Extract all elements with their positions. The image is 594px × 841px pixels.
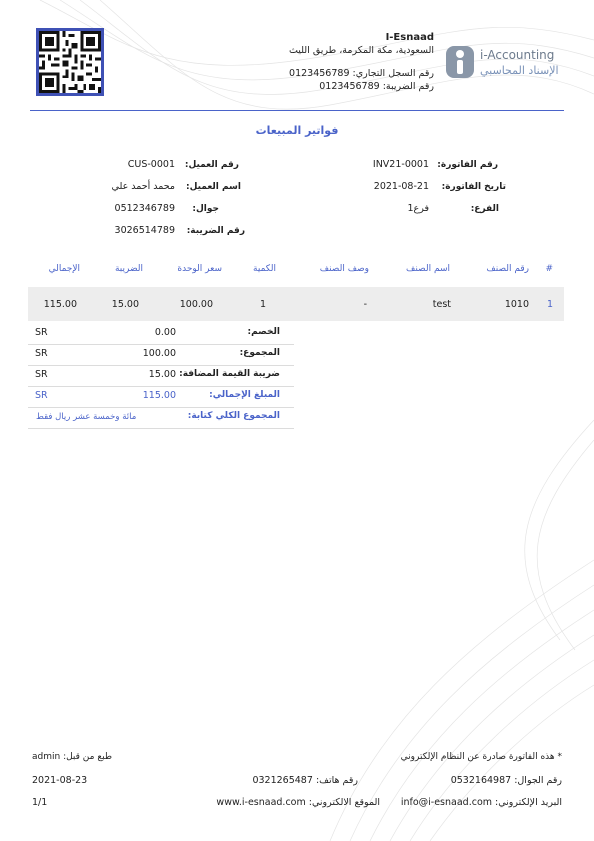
customer-tax-label: رقم الضريبة: [186, 226, 245, 236]
footer-website [216, 797, 380, 808]
invoice-date-label: تاريخ الفاتورة: [441, 182, 506, 192]
col-header-tax: الضريبة [114, 264, 143, 274]
company-info [289, 31, 434, 93]
col-header-item-number: رقم الصنف [486, 264, 529, 274]
subtotal-value: 100.00 [142, 348, 176, 359]
row-total: 115.00 [43, 299, 77, 310]
print-date: 2021-08-23 [32, 775, 88, 786]
table-row [28, 287, 564, 321]
page-number: 1/1 [32, 797, 48, 808]
company-logo [446, 44, 566, 84]
summary-subtotal-row [28, 344, 294, 366]
logo-text-ar: الإسناد المحاسبي [480, 64, 559, 77]
discount-label: الخصم: [247, 327, 280, 337]
footer-mobile-label: رقم الجوال: [514, 775, 562, 786]
footer-mobile [451, 775, 562, 786]
footer-website-value[interactable]: www.i-esnaad.com [216, 797, 306, 808]
grand-total-label: المبلغ الإجمالي: [209, 390, 280, 400]
footer-note: * هذه الفاتورة صادرة عن النظام الإلكتروني [400, 752, 562, 762]
footer-phone [252, 775, 358, 786]
grand-total-value: 115.00 [142, 390, 176, 401]
discount-currency: SR [35, 327, 48, 338]
logo-icon [446, 46, 474, 78]
discount-value: 0.00 [154, 327, 176, 338]
customer-mobile: 0512346789 [114, 203, 175, 214]
commercial-register: رقم السجل التجاري: 0123456789 [289, 68, 434, 79]
summary-discount-row [28, 323, 294, 345]
col-header-item-desc: وصف الصنف [319, 264, 369, 274]
branch-value: فرع1 [407, 203, 429, 214]
summary-in-words-row [28, 407, 294, 429]
col-header-index: # [545, 264, 553, 274]
customer-number: CUS-0001 [127, 159, 175, 170]
qr-code [36, 28, 104, 96]
col-header-unit-price: سعر الوحدة [177, 264, 222, 274]
subtotal-label: المجموع: [239, 348, 280, 358]
row-item-desc: - [363, 299, 367, 310]
footer-email-value[interactable]: info@i-esnaad.com [400, 797, 493, 808]
in-words-value: مائة وخمسة عشر ريال فقط [36, 412, 137, 422]
vat-currency: SR [35, 369, 48, 380]
customer-name-label: اسم العميل: [185, 182, 241, 192]
footer-email-label: البريد الإلكتروني: [495, 797, 562, 808]
footer-email [401, 797, 562, 808]
grand-total-currency: SR [35, 390, 48, 401]
summary-grand-total-row [28, 386, 294, 408]
row-item-name: test [432, 299, 451, 310]
printed-by-label: طبع من قبل: [63, 752, 113, 762]
branch-label: الفرع: [470, 204, 499, 214]
page-title: فواتير المبيعات [255, 124, 339, 137]
row-tax: 15.00 [111, 299, 139, 310]
vat-label: ضريبة القيمة المضافة: [179, 369, 280, 379]
row-item-number: 1010 [504, 299, 529, 310]
summary-vat-row [28, 365, 294, 387]
row-unit-price: 100.00 [179, 299, 213, 310]
footer-phone-label: رقم هاتف: [315, 775, 358, 786]
row-qty: 1 [259, 299, 266, 310]
printed-by-value: admin [32, 752, 61, 762]
company-address: السعودية، مكة المكرمة، طريق الليث [288, 45, 434, 56]
col-header-qty: الكمية [253, 264, 276, 274]
invoice-date: 2021-08-21 [373, 181, 429, 192]
company-tax-number: رقم الضريبة: 0123456789 [319, 81, 434, 92]
subtotal-currency: SR [35, 348, 48, 359]
row-index: 1 [546, 299, 553, 310]
in-words-label: المجموع الكلي كتابة: [187, 411, 280, 421]
col-header-item-name: اسم الصنف [406, 264, 450, 274]
customer-name: محمد أحمد علي [111, 181, 175, 192]
invoice-number-label: رقم الفاتورة: [437, 160, 498, 170]
customer-mobile-label: جوال: [192, 204, 219, 214]
header-divider [30, 110, 564, 111]
footer-phone-value: 0321265487 [252, 775, 313, 786]
vat-value: 15.00 [148, 369, 176, 380]
footer-website-label: الموقع الالكتروني: [308, 797, 380, 808]
logo-text-en: i-Accounting [480, 48, 555, 62]
invoice-number: INV21-0001 [372, 159, 429, 170]
footer-mobile-value: 0532164987 [450, 775, 512, 786]
company-name: I-Esnaad [385, 32, 434, 43]
customer-tax: 3026514789 [114, 225, 175, 236]
col-header-total: الإجمالي [48, 264, 80, 274]
customer-number-label: رقم العميل: [184, 160, 239, 170]
printed-by [32, 752, 112, 762]
